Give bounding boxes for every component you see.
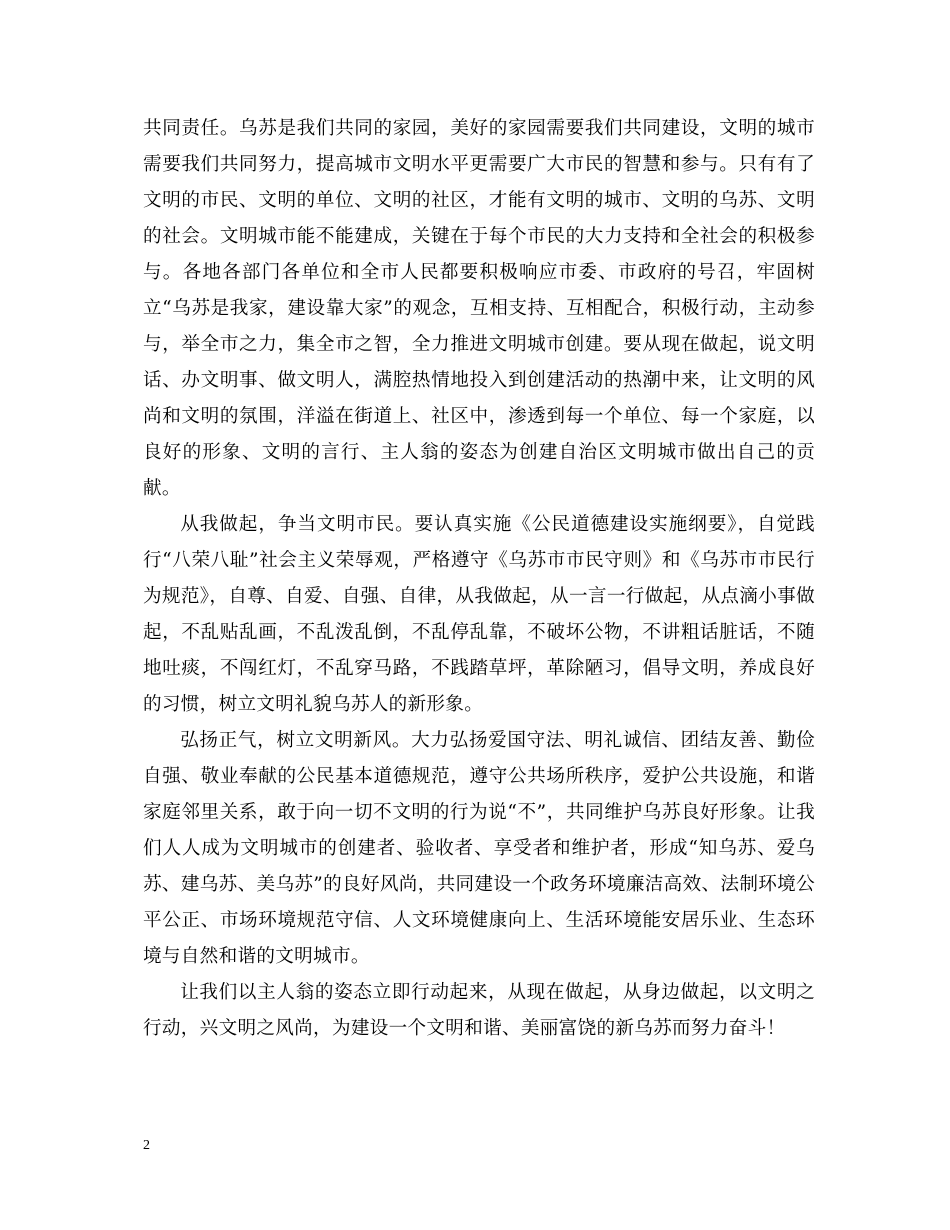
page-number: 2 <box>143 1138 150 1153</box>
paragraph-4: 让我们以主人翁的姿态立即行动起来，从现在做起，从身边做起，以文明之行动，兴文明之风尚，为建设一个文明和谐、美丽富饶的新乌苏而努力奋斗！ <box>143 982 815 1039</box>
body-text <box>143 111 815 1047</box>
paragraph-2: 从我做起，争当文明市民。要认真实施《公民道德建设实施纲要》，自觉践行“八荣八耻”社会主义荣辱观，严格遵守《乌苏市市民守则》和《乌苏市市民行为规范》，自尊、自爱、自强、自律，从我做起，从一言一行做起，从点滴小事做起，不乱贴乱画，不乱泼乱倒，不乱停乱靠，不破坏公物，不讲粗话脏话，不随地吐痰，不闯红灯，不乱穿马路，不践踏草坪，革除陋习，倡导文明，养成良好的习惯，树立文明礼貌乌苏人的新形象。 <box>143 514 815 715</box>
paragraph-1: 共同责任。乌苏是我们共同的家园，美好的家园需要我们共同建设，文明的城市需要我们共同努力，提高城市文明水平更需要广大市民的智慧和参与。只有有了文明的市民、文明的单位、文明的社区，才能有文明的城市、文明的乌苏、文明的社会。文明城市能不能建成，关键在于每个市民的大力支持和全社会的积极参与。各地各部门各单位和全市人民都要积极响应市委、市政府的号召，牢固树立“乌苏是我家，建设靠大家”的观念，互相支持、互相配合，积极行动，主动参与，举全市之力，集全市之智，全力推进文明城市创建。要从现在做起，说文明话、办文明事、做文明人，满腔热情地投入到创建活动的热潮中来，让文明的风尚和文明的氛围，洋溢在街道上、社区中，渗透到每一个单位、每一个家庭，以良好的形象、文明的言行、主人翁的姿态为创建自治区文明城市做出自己的贡献。 <box>143 118 815 499</box>
paragraph-3: 弘扬正气，树立文明新风。大力弘扬爱国守法、明礼诚信、团结友善、勤俭自强、敬业奉献的公民基本道德规范，遵守公共场所秩序，爱护公共设施，和谐家庭邻里关系，敢于向一切不文明的行为说“不”，共同维护乌苏良好形象。让我们人人成为文明城市的创建者、验收者、享受者和维护者，形成“知乌苏、爱乌苏、建乌苏、美乌苏”的良好风尚，共同建设一个政务环境廉洁高效、法制环境公平公正、市场环境规范守信、人文环境健康向上、生活环境能安居乐业、生态环境与自然和谐的文明城市。 <box>143 730 815 967</box>
